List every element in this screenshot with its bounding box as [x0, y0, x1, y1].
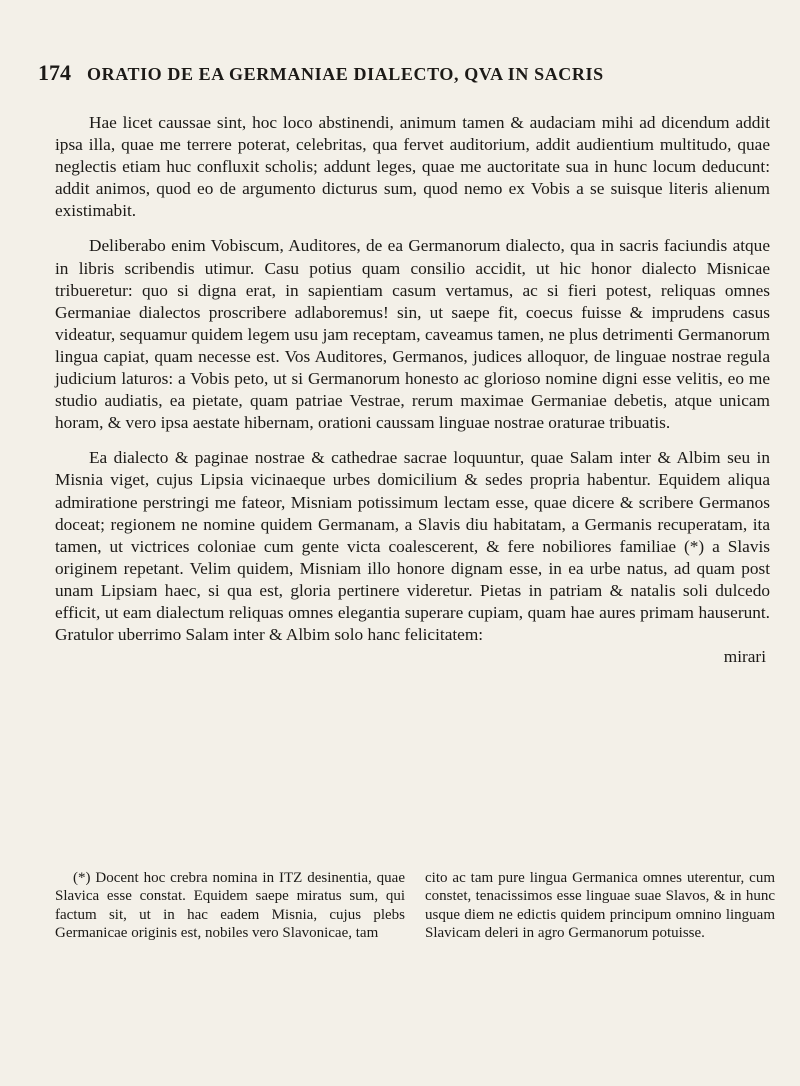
running-title: ORATIO DE EA GERMANIAE DIALECTO, QVA IN SACRIS: [87, 64, 604, 84]
catchword: mirari: [723, 647, 766, 667]
page-number: 174: [38, 60, 71, 85]
footnote-block: [55, 869, 775, 943]
running-header: [38, 60, 768, 86]
paragraph-2: Deliberabo enim Vobiscum, Auditores, de ea Germanorum dialecto, qua in sacris faciundis atque in libris scribendis utimur. Casu potius quam consilio accidit, ut hic honor dialecto Misnicae tribueretur: quo si digna erat, in sapientiam casum vertamus, ac si fieri potest, reliquas omnes Germaniae dialectos proscribere adlaboremus! sin, ut saepe fit, coecus fuisse & imprudens casus videatur, sequamur quidem legem usu jam receptam, caveamus tamen, ne plus detrimenti Germanorum lingua capiat, quam necesse est. Vos Auditores, Germanos, judices alloquor, de linguae nostrae regula judicium laturos: a Vobis peto, ut si Germanorum honesto ac glorioso nomine digni esse velitis, eo me studio audiatis, ea pietate, quam patriae Vestrae, rerum maximae Germaniae debetis, atque unicam horam, & vero ipsa aestate hibernam, orationi caussam linguae nostrae oraturae tribuatis.: [55, 236, 770, 433]
footnote-left-column: (*) Docent hoc crebra nomina in ITZ desinentia, quae Slavica esse constat. Equidem saepe miratus sum, qui factum sit, ut in hac eadem Misnia, cujus plebs Germanicae originis est, nobiles vero Slavonicae, tam: [55, 870, 405, 942]
footnote-right-column: cito ac tam pure lingua Germanica omnes uterentur, cum constet, tenacissimos esse linguae suae Slavos, & in hunc usque diem ne edictis quidem principum omnino linguam Slavicam deleri in agro Germanorum potuisse.: [425, 870, 775, 942]
paragraph-3: Ea dialecto & paginae nostrae & cathedrae sacrae loquuntur, quae Salam inter & Albim seu in Misnia viget, cujus Lipsia vicinaeque urbes domicilium & sedes propria habentur. Equidem aliqua admiratione perstringi me fateor, Misniam potissimum lectam esse, quae dicere & scribere Germanos doceat; regionem ne nomine quidem Germanam, a Slavis diu habitatam, a Germanis recuperatam, ita tamen, ut victrices coloniae cum gente victa coalescerent, & fere nobiliores familiae (*) a Slavis originem repetant. Velim quidem, Misniam illo honore dignam esse, in ea urbe natus, ad quam post unam Lipsiam haec, si qua est, gloria pertinere videretur. Pietas in patriam & natalis soli dulcedo efficit, ut eam dialectum reliquas omnes elegantia superare cupiam, quam hae aures primam hauserunt. Gratulor uberrimo Salam inter & Albim solo hanc felicitatem:: [55, 448, 770, 645]
paragraph-1: Hae licet caussae sint, hoc loco abstinendi, animum tamen & audaciam mihi ad dicendum addit ipsa illa, quae me terrere poterat, celebritas, qua fervet auditorium, addit audientium multitudo, quae neglectis etiam huc confluxit scholis; addunt leges, quae me auctoritate sua in hunc locum deducunt: addit animos, quod eo de argumento dicturus sum, quod nemo ex Vobis a se suisque literis alienum existimabit.: [55, 113, 770, 221]
main-text: [55, 112, 770, 668]
